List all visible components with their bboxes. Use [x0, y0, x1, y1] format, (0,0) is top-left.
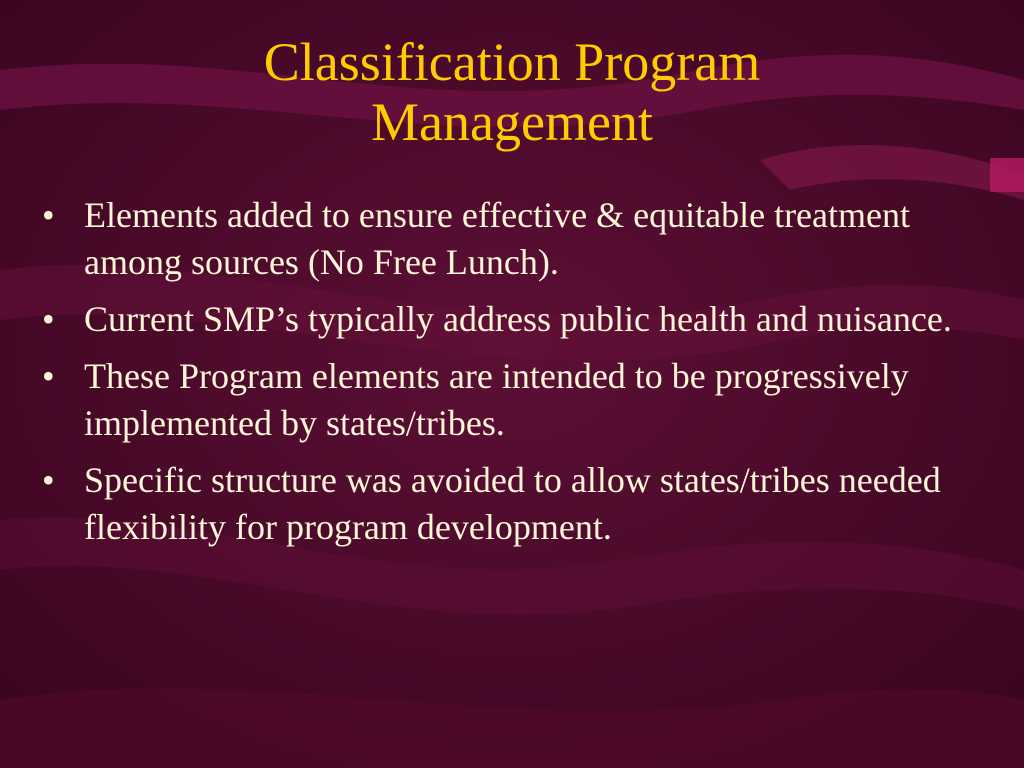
bullet-list: [42, 192, 992, 561]
bullet-text: Elements added to ensure effective & equitable treatment among sources (No Free Lunch).: [84, 195, 910, 282]
bullet-text: Current SMP’s typically address public health and nuisance.: [84, 299, 952, 339]
bullet-item: [42, 457, 992, 551]
title-line-1: Classification Program: [263, 32, 761, 92]
bullet-item: [42, 296, 992, 343]
bullet-item: [42, 353, 992, 447]
bullet-icon: •: [42, 356, 55, 396]
bullet-icon: •: [42, 195, 55, 235]
title-line-2: Management: [371, 92, 653, 152]
bullet-icon: •: [42, 299, 55, 339]
bullet-text: These Program elements are intended to be progressively implemented by states/tribes.: [84, 356, 909, 443]
bullet-icon: •: [42, 460, 55, 500]
bullet-item: [42, 192, 992, 286]
edge-tab: [990, 158, 1024, 192]
bullet-text: Specific structure was avoided to allow states/tribes needed flexibility for program development.: [84, 460, 941, 547]
slide-title: [0, 32, 1024, 152]
